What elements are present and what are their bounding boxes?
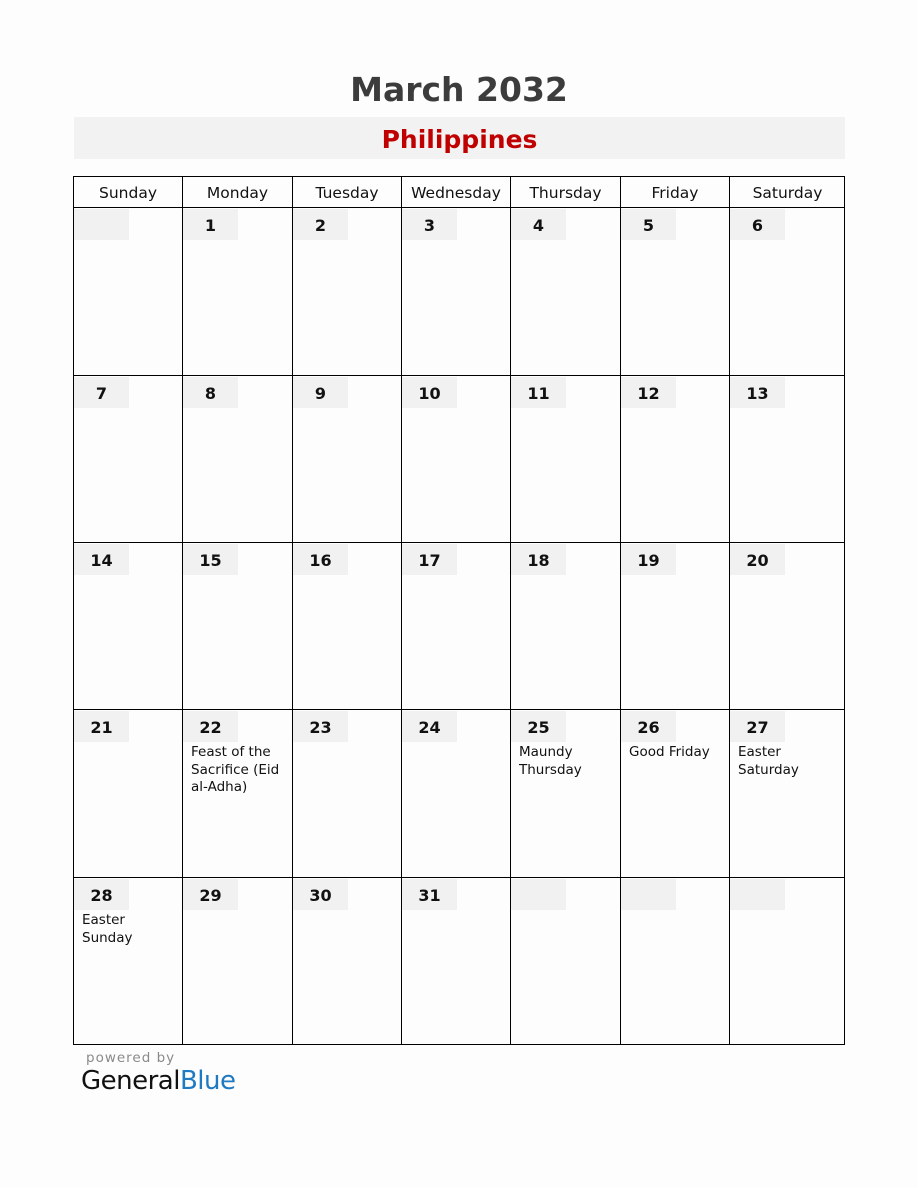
day-number: 15 (183, 544, 238, 575)
day-cell[interactable] (182, 709, 292, 877)
day-cell[interactable] (292, 375, 401, 542)
day-number: 11 (511, 377, 566, 408)
day-cell[interactable] (182, 375, 292, 542)
weekday-header-sunday: Sunday (73, 176, 182, 207)
day-cell[interactable] (510, 375, 620, 542)
weekday-header-saturday: Saturday (729, 176, 845, 207)
day-cell[interactable] (292, 207, 401, 375)
day-cell[interactable] (620, 207, 729, 375)
day-cell[interactable] (292, 542, 401, 709)
day-cell[interactable] (182, 542, 292, 709)
holiday-label: Easter Saturday (738, 744, 799, 778)
day-cell[interactable] (182, 207, 292, 375)
holiday-label: Good Friday (629, 744, 710, 760)
weekday-header-wednesday: Wednesday (401, 176, 510, 207)
day-cell[interactable] (401, 375, 510, 542)
page-title: March 2032 (350, 70, 568, 109)
day-number: 13 (730, 377, 785, 408)
day-number (511, 879, 566, 910)
day-number: 12 (621, 377, 676, 408)
brand-general: General (81, 1066, 180, 1096)
day-number: 1 (183, 209, 238, 240)
day-number: 10 (402, 377, 457, 408)
day-cell[interactable] (73, 542, 182, 709)
day-number: 30 (293, 879, 348, 910)
day-cell[interactable] (292, 709, 401, 877)
day-cell[interactable] (620, 542, 729, 709)
day-number: 25 (511, 711, 566, 742)
day-number: 17 (402, 544, 457, 575)
day-number: 3 (402, 209, 457, 240)
day-number: 23 (293, 711, 348, 742)
day-number: 4 (511, 209, 566, 240)
weekday-header-tuesday: Tuesday (292, 176, 401, 207)
day-cell[interactable] (620, 709, 729, 877)
day-number (730, 879, 785, 910)
day-cell[interactable] (401, 542, 510, 709)
generalblue-logo[interactable] (81, 1066, 236, 1096)
day-cell[interactable] (292, 877, 401, 1045)
day-cell[interactable] (510, 207, 620, 375)
day-number: 24 (402, 711, 457, 742)
day-cell[interactable] (510, 877, 620, 1045)
day-number: 7 (74, 377, 129, 408)
day-cell[interactable] (729, 542, 845, 709)
day-number: 26 (621, 711, 676, 742)
day-number: 14 (74, 544, 129, 575)
day-cell[interactable] (73, 877, 182, 1045)
weekday-header-friday: Friday (620, 176, 729, 207)
day-cell[interactable] (401, 709, 510, 877)
day-cell[interactable] (73, 207, 182, 375)
day-number: 18 (511, 544, 566, 575)
country-name: Philippines (381, 125, 538, 154)
day-number: 28 (74, 879, 129, 910)
day-number: 29 (183, 879, 238, 910)
day-number: 19 (621, 544, 676, 575)
day-cell[interactable] (401, 207, 510, 375)
day-cell[interactable] (73, 709, 182, 877)
day-number: 6 (730, 209, 785, 240)
holiday-label: Easter Sunday (82, 912, 133, 946)
brand-blue: Blue (179, 1066, 236, 1096)
day-number: 2 (293, 209, 348, 240)
day-number: 21 (74, 711, 129, 742)
day-number (74, 209, 129, 240)
day-number: 20 (730, 544, 785, 575)
day-cell[interactable] (510, 542, 620, 709)
day-cell[interactable] (401, 877, 510, 1045)
day-cell[interactable] (182, 877, 292, 1045)
country-banner (74, 117, 845, 159)
day-cell[interactable] (510, 709, 620, 877)
day-cell[interactable] (729, 877, 845, 1045)
holiday-label: Maundy Thursday (519, 744, 582, 778)
day-cell[interactable] (729, 375, 845, 542)
weekday-header-thursday: Thursday (510, 176, 620, 207)
day-number: 16 (293, 544, 348, 575)
day-cell[interactable] (729, 207, 845, 375)
day-number: 22 (183, 711, 238, 742)
powered-by-label: powered by (86, 1050, 176, 1066)
day-cell[interactable] (729, 709, 845, 877)
day-number: 8 (183, 377, 238, 408)
day-cell[interactable] (620, 877, 729, 1045)
holiday-label: Feast of the Sacrifice (Eid al-Adha) (191, 744, 280, 795)
day-cell[interactable] (620, 375, 729, 542)
day-number: 5 (621, 209, 676, 240)
weekday-header-monday: Monday (182, 176, 292, 207)
day-number: 31 (402, 879, 457, 910)
day-number (621, 879, 676, 910)
calendar-grid (73, 176, 845, 1045)
day-number: 9 (293, 377, 348, 408)
day-cell[interactable] (73, 375, 182, 542)
day-number: 27 (730, 711, 785, 742)
